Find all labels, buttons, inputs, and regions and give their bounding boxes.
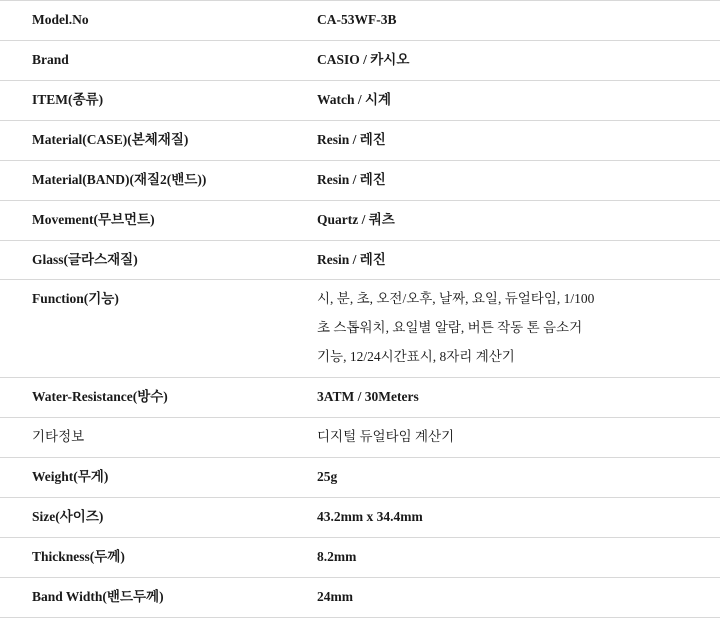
spec-value [317, 418, 720, 458]
spec-value-line: Quartz / 쿼츠 [317, 211, 395, 227]
spec-value-line: Resin / 레진 [317, 171, 386, 187]
spec-value-line: 24mm [317, 588, 353, 604]
spec-label: Model.No [32, 12, 89, 27]
table-row [0, 497, 720, 537]
spec-value-line: 초 스톱워치, 요일별 알람, 버튼 작동 톤 음소거 [317, 320, 583, 336]
spec-value [317, 120, 720, 160]
spec-label: Glass(글라스재질) [32, 251, 138, 267]
spec-value-line: CASIO / 카시오 [317, 51, 410, 67]
spec-value [317, 378, 720, 418]
spec-value [317, 458, 720, 498]
spec-label: Material(BAND)(재질2(밴드)) [32, 171, 207, 187]
table-row [0, 200, 720, 240]
table-row [0, 280, 720, 378]
spec-value-line: 3ATM / 30Meters [317, 389, 419, 405]
spec-value [317, 577, 720, 617]
table-row [0, 378, 720, 418]
spec-label: Function(기능) [32, 291, 119, 307]
spec-value [317, 497, 720, 537]
spec-value-line: Resin / 레진 [317, 131, 386, 147]
table-row [0, 80, 720, 120]
spec-value [317, 80, 720, 120]
spec-value-line: Watch / 시계 [317, 91, 392, 107]
spec-label: Water-Resistance(방수) [32, 389, 168, 405]
table-row [0, 40, 720, 80]
spec-value-line: 디지털 듀얼타임 계산기 [317, 429, 455, 445]
spec-value [317, 537, 720, 577]
spec-label: Movement(무브먼트) [32, 211, 155, 227]
table-row [0, 418, 720, 458]
spec-label: 기타정보 [32, 429, 85, 445]
spec-label: Brand [32, 51, 69, 67]
spec-label: Material(CASE)(본체재질) [32, 131, 189, 147]
spec-label: Thickness(두께) [32, 548, 125, 564]
spec-value-line: 43.2mm x 34.4mm [317, 508, 423, 524]
table-row [0, 120, 720, 160]
spec-value-line: Resin / 레진 [317, 251, 386, 267]
table-row [0, 160, 720, 200]
table-row [0, 240, 720, 280]
spec-value [317, 200, 720, 240]
spec-value [317, 40, 720, 80]
spec-label: Band Width(밴드두께) [32, 588, 164, 604]
spec-label: Weight(무게) [32, 469, 109, 485]
specification-table-body [0, 1, 720, 618]
spec-value-line: 8.2mm [317, 548, 357, 564]
spec-value-line: 25g [317, 469, 338, 485]
table-row [0, 1, 720, 41]
spec-value-line: CA-53WF-3B [317, 12, 397, 27]
spec-value [317, 1, 720, 41]
spec-value-line: 기능, 12/24시간표시, 8자리 계산기 [317, 349, 515, 365]
spec-value [317, 160, 720, 200]
spec-value [317, 280, 720, 378]
spec-label: Size(사이즈) [32, 508, 104, 524]
spec-label: ITEM(종류) [32, 91, 104, 107]
table-row [0, 458, 720, 498]
spec-value [317, 240, 720, 280]
table-row [0, 577, 720, 617]
spec-value-line: 시, 분, 초, 오전/오후, 날짜, 요일, 듀얼타임, 1/100 [317, 291, 595, 307]
table-row [0, 537, 720, 577]
